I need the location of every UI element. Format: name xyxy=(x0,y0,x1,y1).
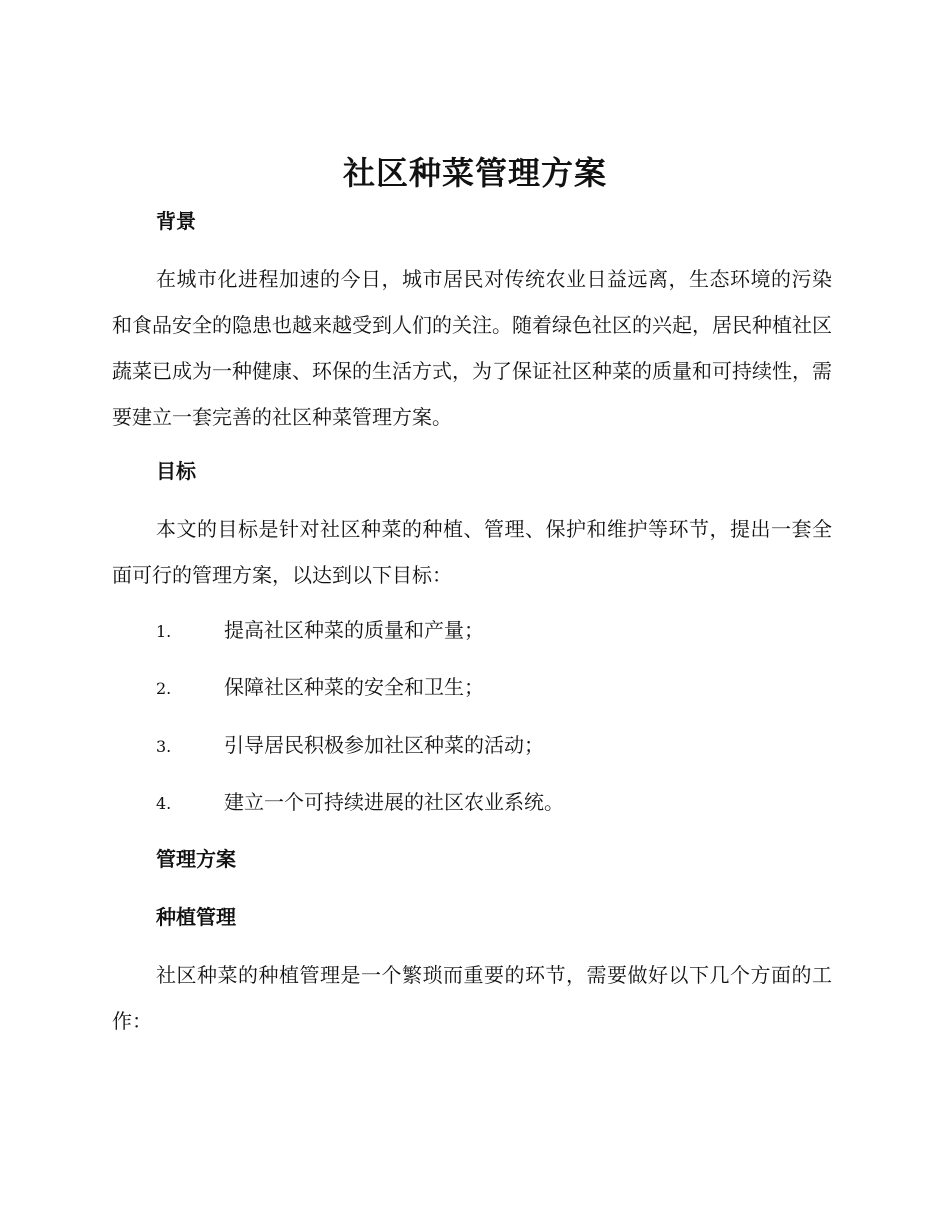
list-item-number: 2. xyxy=(156,679,172,698)
list-item-text: 保障社区种菜的安全和卫生； xyxy=(224,675,484,699)
background-paragraph: 在城市化进程加速的今日，城市居民对传统农业日益远离，生态环境的污染和食品安全的隐患也越来越受到人们的关注。随着绿色社区的兴起，居民种植社区蔬菜已成为一种健康、环保的生活方式，为了保证社区种菜的质量和可持续性，需要建立一套完善的社区种菜管理方案。 xyxy=(112,267,832,429)
list-item-text: 提高社区种菜的质量和产量； xyxy=(224,618,484,642)
list-item xyxy=(156,787,564,819)
list-item-text: 引导居民积极参加社区种菜的活动； xyxy=(224,733,544,757)
list-item-number: 3. xyxy=(156,737,172,756)
list-item-number: 4. xyxy=(156,794,172,813)
list-item xyxy=(156,615,484,647)
section-heading-planting-management: 种植管理 xyxy=(156,905,236,929)
document-title: 社区种菜管理方案 xyxy=(342,154,607,192)
goals-paragraph: 本文的目标是针对社区种菜的种植、管理、保护和维护等环节，提出一套全面可行的管理方案，以达到以下目标： xyxy=(112,517,832,587)
planting-management-paragraph: 社区种菜的种植管理是一个繁琐而重要的环节，需要做好以下几个方面的工作： xyxy=(112,963,832,1033)
section-heading-background: 背景 xyxy=(156,209,196,233)
list-item xyxy=(156,672,484,704)
list-item-text: 建立一个可持续进展的社区农业系统。 xyxy=(224,790,564,814)
section-heading-management-plan: 管理方案 xyxy=(156,847,236,871)
list-item xyxy=(156,730,544,762)
section-heading-goals: 目标 xyxy=(156,459,196,483)
list-item-number: 1. xyxy=(156,622,172,641)
